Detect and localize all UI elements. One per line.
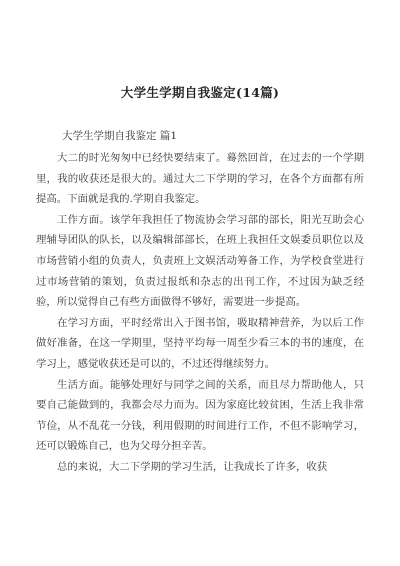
section-heading: 大学生学期自我鉴定 篇1 [62, 130, 178, 142]
paragraph-work: 工作方面。该学年我担任了物流协会学习部的部长，阳光互助会心理辅导团队的队长，以及编辑部部长，在班上我担任文娱委员职位以及市场营销小组的负责人，负责班上文娱活动筹备工作，为学校食堂进行过市场营销的策划，负责过报纸和杂志的出刊工作，不过因为缺乏经验，所以觉得自己有些方面做得不够好，需要进一步提高。 [36, 213, 364, 309]
document-title: 大学生学期自我鉴定(14篇) [120, 85, 280, 100]
paragraph-summary: 总的来说，大二下学期的学习生活，让我成长了许多，收获 [57, 460, 328, 473]
document-body [36, 148, 364, 478]
paragraph-study: 在学习方面，平时经常出入于图书馆，吸取精神营养，为以后工作做好准备，在这一学期里，坚持平均每一周至少看三本的书的速度，在学习上，感觉收获还是可以的，不过还得继续努力。 [36, 316, 364, 370]
paragraph-life: 生活方面。能够处理好与同学之间的关系，而且尽力帮助他人，只要自己能做到的，我都会尽力而为。因为家庭比较贫困，生活上我非常节俭，从不乱花一分钱，利用假期的时间进行工作，不但不影响学习，还可以锻炼自己，也为父母分担辛苦。 [36, 378, 364, 453]
paragraph-intro: 大二的时光匆匆中已经快要结束了。蓦然回首，在过去的一个学期里，我的收获还是很大的。通过大二下学期的学习，在各个方面都有所提高。下面就是我的.学期自我鉴定。 [36, 152, 364, 206]
